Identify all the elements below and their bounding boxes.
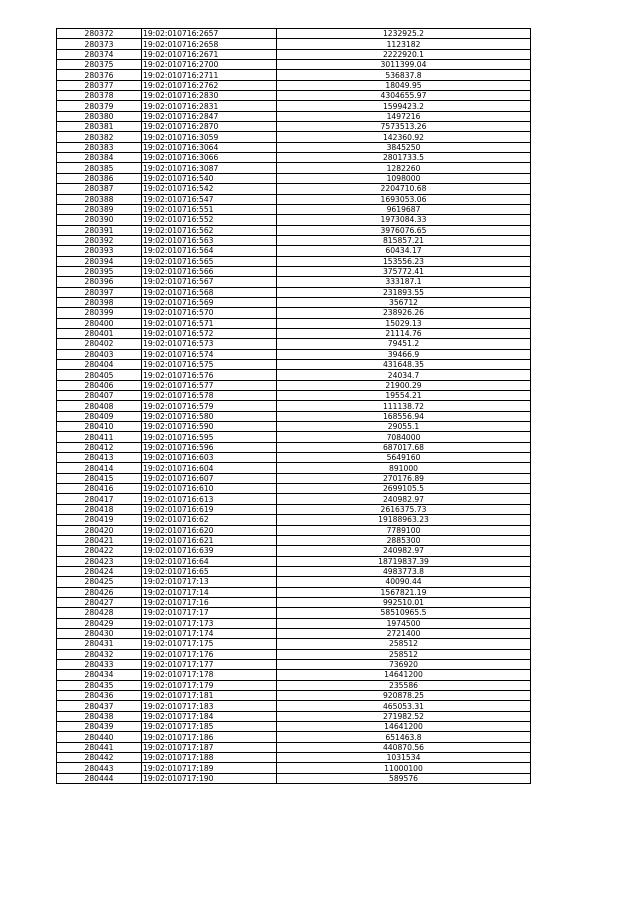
- table-row: [57, 639, 531, 649]
- value-cell: 14641200: [277, 722, 531, 732]
- table-row: [57, 670, 531, 680]
- cadastral-number-cell: 19:02:010716:551: [142, 204, 277, 214]
- table-row: [57, 701, 531, 711]
- value-cell: 1232925.2: [277, 29, 531, 39]
- row-number-cell: 280372: [57, 29, 142, 39]
- value-cell: 29055.1: [277, 422, 531, 432]
- table-row: [57, 49, 531, 59]
- row-number-cell: 280415: [57, 473, 142, 483]
- table-row: [57, 70, 531, 80]
- table-row: [57, 566, 531, 576]
- row-number-cell: 280413: [57, 453, 142, 463]
- cadastral-number-cell: 19:02:010717:181: [142, 691, 277, 701]
- table-row: [57, 753, 531, 763]
- value-cell: 375772.41: [277, 266, 531, 276]
- row-number-cell: 280390: [57, 215, 142, 225]
- table-row: [57, 618, 531, 628]
- row-number-cell: 280380: [57, 111, 142, 121]
- value-cell: 465053.31: [277, 701, 531, 711]
- value-cell: 1599423.2: [277, 101, 531, 111]
- row-number-cell: 280409: [57, 411, 142, 421]
- table-row: [57, 225, 531, 235]
- cadastral-number-cell: 19:02:010716:563: [142, 235, 277, 245]
- row-number-cell: 280435: [57, 680, 142, 690]
- table-row: [57, 287, 531, 297]
- value-cell: 3845250: [277, 142, 531, 152]
- cadastral-number-cell: 19:02:010717:177: [142, 659, 277, 669]
- value-cell: 40090.44: [277, 577, 531, 587]
- table-row: [57, 256, 531, 266]
- table-row: [57, 504, 531, 514]
- value-cell: 19554.21: [277, 391, 531, 401]
- cadastral-number-cell: 19:02:010717:189: [142, 763, 277, 773]
- cadastral-number-cell: 19:02:010716:542: [142, 184, 277, 194]
- row-number-cell: 280444: [57, 773, 142, 783]
- value-cell: 2699105.5: [277, 484, 531, 494]
- value-cell: 333187.1: [277, 277, 531, 287]
- table-row: [57, 142, 531, 152]
- value-cell: 270176.89: [277, 473, 531, 483]
- row-number-cell: 280440: [57, 732, 142, 742]
- cadastral-number-cell: 19:02:010716:62: [142, 515, 277, 525]
- cadastral-number-cell: 19:02:010716:604: [142, 463, 277, 473]
- value-cell: 536837.8: [277, 70, 531, 80]
- value-cell: 79451.2: [277, 339, 531, 349]
- table-row: [57, 39, 531, 49]
- cadastral-number-cell: 19:02:010716:2711: [142, 70, 277, 80]
- row-number-cell: 280396: [57, 277, 142, 287]
- table-row: [57, 194, 531, 204]
- table-row: [57, 411, 531, 421]
- row-number-cell: 280378: [57, 91, 142, 101]
- cadastral-number-cell: 19:02:010716:619: [142, 504, 277, 514]
- table-row: [57, 349, 531, 359]
- table-row: [57, 763, 531, 773]
- cadastral-number-cell: 19:02:010716:572: [142, 328, 277, 338]
- value-cell: 21900.29: [277, 380, 531, 390]
- table-row: [57, 111, 531, 121]
- row-number-cell: 280406: [57, 380, 142, 390]
- cadastral-number-cell: 19:02:010717:187: [142, 742, 277, 752]
- cadastral-number-cell: 19:02:010717:188: [142, 753, 277, 763]
- row-number-cell: 280395: [57, 266, 142, 276]
- cadastral-number-cell: 19:02:010716:580: [142, 411, 277, 421]
- value-cell: 3011399.04: [277, 60, 531, 70]
- cadastral-number-cell: 19:02:010716:2831: [142, 101, 277, 111]
- row-number-cell: 280418: [57, 504, 142, 514]
- table-row: [57, 494, 531, 504]
- cadastral-number-cell: 19:02:010716:621: [142, 535, 277, 545]
- cadastral-number-cell: 19:02:010717:16: [142, 597, 277, 607]
- cadastral-number-cell: 19:02:010717:14: [142, 587, 277, 597]
- value-cell: 111138.72: [277, 401, 531, 411]
- table-row: [57, 422, 531, 432]
- value-cell: 920878.25: [277, 691, 531, 701]
- cadastral-number-cell: 19:02:010716:2847: [142, 111, 277, 121]
- value-cell: 142360.92: [277, 132, 531, 142]
- table-row: [57, 308, 531, 318]
- row-number-cell: 280383: [57, 142, 142, 152]
- table-row: [57, 515, 531, 525]
- row-number-cell: 280401: [57, 328, 142, 338]
- value-cell: 2204710.68: [277, 184, 531, 194]
- row-number-cell: 280425: [57, 577, 142, 587]
- row-number-cell: 280407: [57, 391, 142, 401]
- row-number-cell: 280389: [57, 204, 142, 214]
- row-number-cell: 280408: [57, 401, 142, 411]
- table-row: [57, 277, 531, 287]
- row-number-cell: 280422: [57, 546, 142, 556]
- row-number-cell: 280431: [57, 639, 142, 649]
- row-number-cell: 280412: [57, 442, 142, 452]
- row-number-cell: 280399: [57, 308, 142, 318]
- table-row: [57, 360, 531, 370]
- row-number-cell: 280375: [57, 60, 142, 70]
- value-cell: 258512: [277, 649, 531, 659]
- table-row: [57, 608, 531, 618]
- row-number-cell: 280419: [57, 515, 142, 525]
- cadastral-number-cell: 19:02:010716:577: [142, 380, 277, 390]
- row-number-cell: 280405: [57, 370, 142, 380]
- cadastral-number-cell: 19:02:010716:571: [142, 318, 277, 328]
- value-cell: 651463.8: [277, 732, 531, 742]
- row-number-cell: 280387: [57, 184, 142, 194]
- cadastral-number-cell: 19:02:010716:639: [142, 546, 277, 556]
- row-number-cell: 280421: [57, 535, 142, 545]
- value-cell: 240982.97: [277, 494, 531, 504]
- cadastral-number-cell: 19:02:010716:64: [142, 556, 277, 566]
- value-cell: 431648.35: [277, 360, 531, 370]
- table-row: [57, 80, 531, 90]
- value-cell: 1098000: [277, 173, 531, 183]
- table-row: [57, 215, 531, 225]
- table-row: [57, 473, 531, 483]
- row-number-cell: 280392: [57, 235, 142, 245]
- value-cell: 4304655.97: [277, 91, 531, 101]
- table-row: [57, 711, 531, 721]
- row-number-cell: 280404: [57, 360, 142, 370]
- row-number-cell: 280416: [57, 484, 142, 494]
- row-number-cell: 280379: [57, 101, 142, 111]
- table-row: [57, 153, 531, 163]
- cadastral-number-cell: 19:02:010716:552: [142, 215, 277, 225]
- table-body: [57, 29, 531, 784]
- table-row: [57, 587, 531, 597]
- cadastral-number-cell: 19:02:010717:190: [142, 773, 277, 783]
- table-row: [57, 91, 531, 101]
- cadastral-number-cell: 19:02:010717:17: [142, 608, 277, 618]
- table-row: [57, 370, 531, 380]
- cadastral-number-cell: 19:02:010716:2762: [142, 80, 277, 90]
- table-row: [57, 297, 531, 307]
- value-cell: 1567821.19: [277, 587, 531, 597]
- value-cell: 2721400: [277, 628, 531, 638]
- cadastral-number-cell: 19:02:010717:176: [142, 649, 277, 659]
- row-number-cell: 280394: [57, 256, 142, 266]
- row-number-cell: 280429: [57, 618, 142, 628]
- cadastral-number-cell: 19:02:010717:179: [142, 680, 277, 690]
- table-row: [57, 122, 531, 132]
- row-number-cell: 280428: [57, 608, 142, 618]
- cadastral-number-cell: 19:02:010716:3066: [142, 153, 277, 163]
- row-number-cell: 280414: [57, 463, 142, 473]
- cadastral-number-cell: 19:02:010717:175: [142, 639, 277, 649]
- value-cell: 58510965.5: [277, 608, 531, 618]
- cadastral-number-cell: 19:02:010716:603: [142, 453, 277, 463]
- cadastral-number-cell: 19:02:010716:578: [142, 391, 277, 401]
- table-row: [57, 132, 531, 142]
- cadastral-number-cell: 19:02:010716:569: [142, 297, 277, 307]
- value-cell: 736920: [277, 659, 531, 669]
- table-row: [57, 401, 531, 411]
- value-cell: 2222920.1: [277, 49, 531, 59]
- value-cell: 11000100: [277, 763, 531, 773]
- value-cell: 1973084.33: [277, 215, 531, 225]
- row-number-cell: 280382: [57, 132, 142, 142]
- row-number-cell: 280397: [57, 287, 142, 297]
- cadastral-number-cell: 19:02:010716:3064: [142, 142, 277, 152]
- row-number-cell: 280436: [57, 691, 142, 701]
- cadastral-number-cell: 19:02:010716:575: [142, 360, 277, 370]
- cadastral-number-cell: 19:02:010716:620: [142, 525, 277, 535]
- value-cell: 2801733.5: [277, 153, 531, 163]
- value-cell: 153556.23: [277, 256, 531, 266]
- table-row: [57, 525, 531, 535]
- value-cell: 258512: [277, 639, 531, 649]
- row-number-cell: 280430: [57, 628, 142, 638]
- row-number-cell: 280434: [57, 670, 142, 680]
- cadastral-number-cell: 19:02:010716:579: [142, 401, 277, 411]
- table-row: [57, 680, 531, 690]
- value-cell: 231893.55: [277, 287, 531, 297]
- row-number-cell: 280393: [57, 246, 142, 256]
- cadastral-number-cell: 19:02:010716:574: [142, 349, 277, 359]
- table-row: [57, 659, 531, 669]
- value-cell: 1693053.06: [277, 194, 531, 204]
- row-number-cell: 280384: [57, 153, 142, 163]
- row-number-cell: 280398: [57, 297, 142, 307]
- row-number-cell: 280386: [57, 173, 142, 183]
- table-row: [57, 535, 531, 545]
- row-number-cell: 280423: [57, 556, 142, 566]
- table-row: [57, 318, 531, 328]
- cadastral-number-cell: 19:02:010717:174: [142, 628, 277, 638]
- value-cell: 271982.52: [277, 711, 531, 721]
- value-cell: 2885300: [277, 535, 531, 545]
- table-row: [57, 235, 531, 245]
- value-cell: 1123182: [277, 39, 531, 49]
- table-row: [57, 722, 531, 732]
- row-number-cell: 280432: [57, 649, 142, 659]
- cadastral-number-cell: 19:02:010716:567: [142, 277, 277, 287]
- value-cell: 4983773.8: [277, 566, 531, 576]
- table-row: [57, 773, 531, 783]
- cadastral-number-cell: 19:02:010717:185: [142, 722, 277, 732]
- table-row: [57, 649, 531, 659]
- value-cell: 19188963.23: [277, 515, 531, 525]
- table-row: [57, 577, 531, 587]
- cadastral-number-cell: 19:02:010716:595: [142, 432, 277, 442]
- row-number-cell: 280439: [57, 722, 142, 732]
- cadastral-number-cell: 19:02:010716:2700: [142, 60, 277, 70]
- cadastral-number-cell: 19:02:010717:183: [142, 701, 277, 711]
- cadastral-number-cell: 19:02:010716:2671: [142, 49, 277, 59]
- table-row: [57, 339, 531, 349]
- row-number-cell: 280373: [57, 39, 142, 49]
- cadastral-number-cell: 19:02:010716:564: [142, 246, 277, 256]
- value-cell: 18719837.39: [277, 556, 531, 566]
- value-cell: 815857.21: [277, 235, 531, 245]
- value-cell: 235586: [277, 680, 531, 690]
- value-cell: 992510.01: [277, 597, 531, 607]
- table-row: [57, 101, 531, 111]
- row-number-cell: 280376: [57, 70, 142, 80]
- cadastral-number-cell: 19:02:010716:2657: [142, 29, 277, 39]
- row-number-cell: 280427: [57, 597, 142, 607]
- table-row: [57, 246, 531, 256]
- value-cell: 7573513.26: [277, 122, 531, 132]
- table-row: [57, 266, 531, 276]
- value-cell: 5649160: [277, 453, 531, 463]
- cadastral-number-cell: 19:02:010717:13: [142, 577, 277, 587]
- row-number-cell: 280403: [57, 349, 142, 359]
- cadastral-number-cell: 19:02:010716:607: [142, 473, 277, 483]
- value-cell: 1497216: [277, 111, 531, 121]
- row-number-cell: 280417: [57, 494, 142, 504]
- row-number-cell: 280385: [57, 163, 142, 173]
- value-cell: 1974500: [277, 618, 531, 628]
- cadastral-number-cell: 19:02:010716:570: [142, 308, 277, 318]
- cadastral-number-cell: 19:02:010716:590: [142, 422, 277, 432]
- cadastral-number-cell: 19:02:010716:547: [142, 194, 277, 204]
- table-row: [57, 204, 531, 214]
- value-cell: 1031534: [277, 753, 531, 763]
- cadastral-number-cell: 19:02:010716:2870: [142, 122, 277, 132]
- row-number-cell: 280443: [57, 763, 142, 773]
- row-number-cell: 280437: [57, 701, 142, 711]
- value-cell: 39466.9: [277, 349, 531, 359]
- row-number-cell: 280402: [57, 339, 142, 349]
- table-row: [57, 432, 531, 442]
- cadastral-number-cell: 19:02:010716:568: [142, 287, 277, 297]
- table-row: [57, 691, 531, 701]
- table-row: [57, 628, 531, 638]
- value-cell: 14641200: [277, 670, 531, 680]
- cadastral-number-cell: 19:02:010716:613: [142, 494, 277, 504]
- cadastral-number-cell: 19:02:010716:596: [142, 442, 277, 452]
- value-cell: 15029.13: [277, 318, 531, 328]
- cadastral-number-cell: 19:02:010716:540: [142, 173, 277, 183]
- cadastral-number-cell: 19:02:010716:562: [142, 225, 277, 235]
- cadastral-number-cell: 19:02:010716:576: [142, 370, 277, 380]
- table-row: [57, 442, 531, 452]
- value-cell: 1282260: [277, 163, 531, 173]
- value-cell: 589576: [277, 773, 531, 783]
- row-number-cell: 280424: [57, 566, 142, 576]
- value-cell: 356712: [277, 297, 531, 307]
- cadastral-number-cell: 19:02:010716:3059: [142, 132, 277, 142]
- row-number-cell: 280381: [57, 122, 142, 132]
- table-row: [57, 546, 531, 556]
- value-cell: 2616375.73: [277, 504, 531, 514]
- cadastral-number-cell: 19:02:010716:566: [142, 266, 277, 276]
- value-cell: 7789100: [277, 525, 531, 535]
- cadastral-number-cell: 19:02:010716:65: [142, 566, 277, 576]
- table-row: [57, 391, 531, 401]
- row-number-cell: 280410: [57, 422, 142, 432]
- cadastral-number-cell: 19:02:010717:186: [142, 732, 277, 742]
- value-cell: 21114.76: [277, 328, 531, 338]
- value-cell: 18049.95: [277, 80, 531, 90]
- row-number-cell: 280374: [57, 49, 142, 59]
- row-number-cell: 280400: [57, 318, 142, 328]
- cadastral-number-cell: 19:02:010716:565: [142, 256, 277, 266]
- row-number-cell: 280441: [57, 742, 142, 752]
- table-row: [57, 556, 531, 566]
- table-row: [57, 380, 531, 390]
- table-row: [57, 732, 531, 742]
- value-cell: 687017.68: [277, 442, 531, 452]
- value-cell: 440870.56: [277, 742, 531, 752]
- table-row: [57, 453, 531, 463]
- row-number-cell: 280438: [57, 711, 142, 721]
- value-cell: 168556.94: [277, 411, 531, 421]
- value-cell: 24034.7: [277, 370, 531, 380]
- table-row: [57, 463, 531, 473]
- cadastral-number-cell: 19:02:010716:3087: [142, 163, 277, 173]
- table-row: [57, 60, 531, 70]
- table-row: [57, 173, 531, 183]
- value-cell: 60434.17: [277, 246, 531, 256]
- cadastral-number-cell: 19:02:010716:2830: [142, 91, 277, 101]
- row-number-cell: 280411: [57, 432, 142, 442]
- row-number-cell: 280426: [57, 587, 142, 597]
- row-number-cell: 280391: [57, 225, 142, 235]
- cadastral-number-cell: 19:02:010717:184: [142, 711, 277, 721]
- row-number-cell: 280420: [57, 525, 142, 535]
- row-number-cell: 280377: [57, 80, 142, 90]
- cadastral-number-cell: 19:02:010716:2658: [142, 39, 277, 49]
- cadastral-number-cell: 19:02:010716:610: [142, 484, 277, 494]
- value-cell: 7084000: [277, 432, 531, 442]
- cadastral-number-cell: 19:02:010717:178: [142, 670, 277, 680]
- row-number-cell: 280433: [57, 659, 142, 669]
- row-number-cell: 280442: [57, 753, 142, 763]
- cadastral-number-cell: 19:02:010716:573: [142, 339, 277, 349]
- value-cell: 3976076.65: [277, 225, 531, 235]
- value-cell: 240982.97: [277, 546, 531, 556]
- table-row: [57, 328, 531, 338]
- data-table: [56, 28, 531, 784]
- table-row: [57, 29, 531, 39]
- table-row: [57, 184, 531, 194]
- value-cell: 9619687: [277, 204, 531, 214]
- value-cell: 238926.26: [277, 308, 531, 318]
- value-cell: 891000: [277, 463, 531, 473]
- table-row: [57, 597, 531, 607]
- table-row: [57, 742, 531, 752]
- table-row: [57, 163, 531, 173]
- cadastral-number-cell: 19:02:010717:173: [142, 618, 277, 628]
- table-row: [57, 484, 531, 494]
- row-number-cell: 280388: [57, 194, 142, 204]
